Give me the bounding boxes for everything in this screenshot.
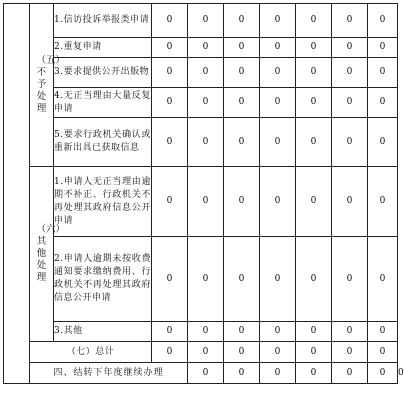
group-label: （五）不予处理 xyxy=(36,54,66,114)
cell-value: 0 xyxy=(188,88,224,118)
cell-value: 0 xyxy=(260,363,296,384)
cell-value: 0 xyxy=(296,237,332,322)
cell-value: 0 xyxy=(296,88,332,118)
row-label: 1.信访投诉举报类申请 xyxy=(54,4,152,38)
cell-value: 0 xyxy=(152,237,188,322)
cell-value: 0 xyxy=(224,4,260,38)
cell-value: 0 xyxy=(152,322,188,342)
cell-value: 0 xyxy=(260,342,296,363)
cell-value: 0 xyxy=(332,363,368,384)
cell-value: 0 xyxy=(260,118,296,167)
cell-value: 0 xyxy=(332,342,368,363)
cell-value: 0 xyxy=(152,88,188,118)
group-label-cell xyxy=(30,4,66,167)
cell-value: 0 xyxy=(368,58,398,88)
table-row xyxy=(4,4,398,38)
cell-value: 0 xyxy=(368,363,398,384)
cell-value: 0 xyxy=(332,322,368,342)
cell-value: 0 xyxy=(188,342,224,363)
cell-value: 0 xyxy=(332,58,368,88)
cell-value: 0 xyxy=(224,322,260,342)
cell-value: 0 xyxy=(224,58,260,88)
cell-value: 0 xyxy=(260,38,296,58)
cell-value: 0 xyxy=(296,322,332,342)
cell-value: 0 xyxy=(152,38,188,58)
cell-value: 0 xyxy=(296,118,332,167)
cell-value: 0 xyxy=(188,237,224,322)
cell-value: 0 xyxy=(188,58,224,88)
outer-left-cell xyxy=(4,4,30,384)
cell-value: 0 xyxy=(368,342,398,363)
table-row xyxy=(4,167,398,237)
cell-value: 0 xyxy=(188,363,224,384)
cell-value: 0 xyxy=(188,167,224,237)
table-row xyxy=(4,88,398,118)
cell-value: 0 xyxy=(368,88,398,118)
cell-value: 0 xyxy=(224,88,260,118)
cell-value: 0 xyxy=(224,167,260,237)
cell-value: 0 xyxy=(152,58,188,88)
cell-value: 0 xyxy=(224,38,260,58)
cell-value: 0 xyxy=(260,322,296,342)
cell-value: 0 xyxy=(368,237,398,322)
cell-value: 0 xyxy=(332,38,368,58)
cell-value: 0 xyxy=(260,58,296,88)
cell-value: 0 xyxy=(332,88,368,118)
cell-value: 0 xyxy=(224,237,260,322)
cell-value: 0 xyxy=(368,167,398,237)
cell-value: 0 xyxy=(188,38,224,58)
table-row xyxy=(4,342,398,363)
cell-value: 0 xyxy=(296,58,332,88)
cell-value: 0 xyxy=(368,118,398,167)
cell-value: 0 xyxy=(296,38,332,58)
cell-value: 0 xyxy=(368,38,398,58)
cell-value: 0 xyxy=(296,167,332,237)
cell-value: 0 xyxy=(152,4,188,38)
cell-value: 0 xyxy=(260,237,296,322)
group-label: （六）其他处理 xyxy=(36,223,66,283)
row-label: 3.其他 xyxy=(54,322,152,342)
table-row xyxy=(4,118,398,167)
table-row xyxy=(4,322,398,342)
table-row xyxy=(4,237,398,322)
cell-value: 0 xyxy=(368,322,398,342)
cell-value: 0 xyxy=(152,118,188,167)
row-label: 5.要求行政机关确认或重新出具已获取信息 xyxy=(54,118,152,167)
cell-value: 0 xyxy=(188,118,224,167)
group-label-cell xyxy=(30,167,66,342)
cell-value: 0 xyxy=(188,322,224,342)
row-label: 1.申请人无正当理由逾期不补正、行政机关不再处理其政府信息公开申请 xyxy=(54,167,152,237)
row-label: 2.申请人逾期未按收费通知要求缴纳费用、行政机关不再处理其政府信息公开申请 xyxy=(54,237,152,322)
row-label: 2.重复申请 xyxy=(54,38,152,58)
carryover-label: 四、结转下年度继续办理 xyxy=(30,363,188,384)
cell-value: 0 xyxy=(332,118,368,167)
cell-value: 0 xyxy=(368,4,398,38)
cell-value: 0 xyxy=(224,363,260,384)
cell-value: 0 xyxy=(152,342,188,363)
disclosure-table xyxy=(3,3,404,384)
cell-value: 0 xyxy=(260,167,296,237)
row-label: 4.无正当理由大量反复申请 xyxy=(54,88,152,118)
cell-value: 0 xyxy=(332,4,368,38)
cell-value: 0 xyxy=(224,118,260,167)
cell-value: 0 xyxy=(332,237,368,322)
row-label: 3.要求提供公开出版物 xyxy=(54,58,152,88)
total-label: （七）总计 xyxy=(30,342,152,363)
cell-value: 0 xyxy=(224,342,260,363)
cell-value: 0 xyxy=(332,167,368,237)
cell-value: 0 xyxy=(188,4,224,38)
cell-value: 0 xyxy=(260,88,296,118)
cell-value: 0 xyxy=(260,4,296,38)
cell-value: 0 xyxy=(296,363,332,384)
cell-value: 0 xyxy=(296,4,332,38)
cell-value: 0 xyxy=(296,342,332,363)
table-row: 四、结转下年度继续办理 0 0 0 0 0 0 0 xyxy=(4,363,398,384)
cell-value: 0 xyxy=(152,167,188,237)
